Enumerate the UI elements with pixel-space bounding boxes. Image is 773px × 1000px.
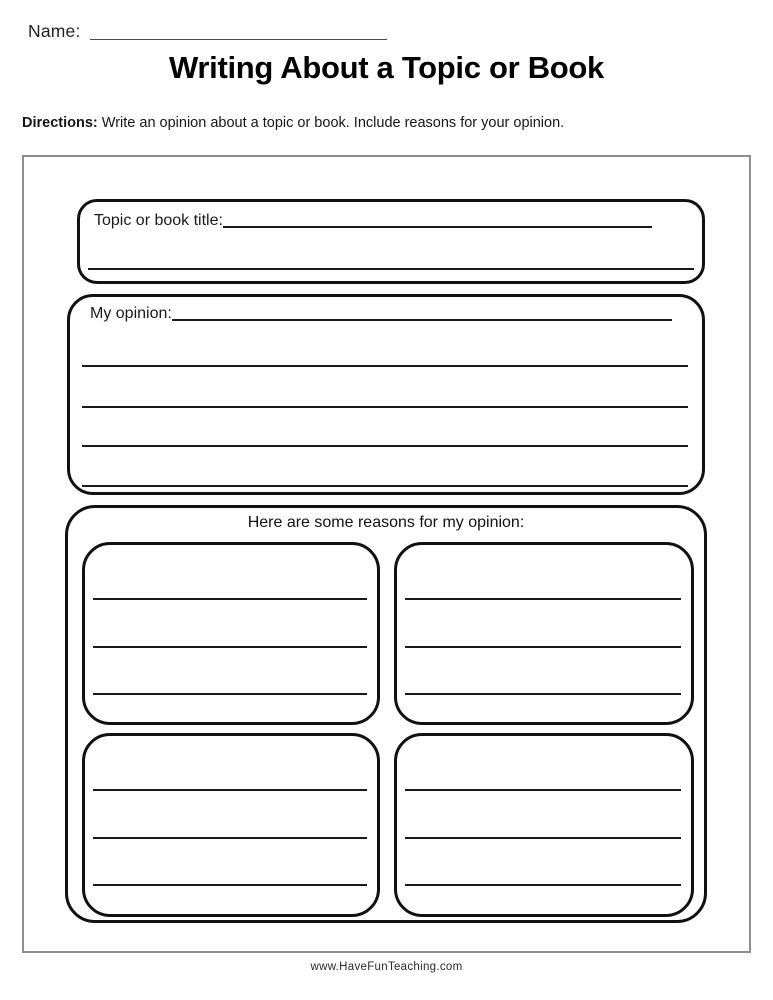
directions-label: Directions: — [22, 115, 98, 131]
topic-label: Topic or book title: — [94, 212, 223, 229]
page-title: Writing About a Topic or Book — [168, 50, 605, 85]
opinion-line-4[interactable] — [82, 445, 688, 447]
reasons-title: Here are some reasons for my opinion: — [247, 514, 525, 531]
opinion-line-3[interactable] — [82, 406, 688, 408]
worksheet-frame — [22, 155, 751, 953]
reason-4-line-1[interactable] — [405, 789, 681, 791]
reason-2-line-2[interactable] — [405, 646, 681, 648]
opinion-line-1[interactable] — [172, 319, 672, 321]
footer-url: www.HaveFunTeaching.com — [310, 961, 463, 973]
name-writing-line[interactable] — [90, 39, 387, 40]
reason-3-line-1[interactable] — [93, 789, 367, 791]
reason-4-line-3[interactable] — [405, 884, 681, 886]
directions-text — [22, 115, 752, 131]
reason-box-2 — [394, 542, 694, 725]
reason-1-line-1[interactable] — [93, 598, 367, 600]
reason-1-line-3[interactable] — [93, 693, 367, 695]
topic-section — [77, 199, 705, 284]
reasons-section — [65, 505, 707, 923]
opinion-label: My opinion: — [90, 305, 172, 322]
topic-title-line[interactable] — [223, 226, 652, 228]
topic-writing-line[interactable] — [88, 268, 694, 270]
reason-2-line-3[interactable] — [405, 693, 681, 695]
opinion-section — [67, 294, 705, 495]
reason-1-line-2[interactable] — [93, 646, 367, 648]
reason-box-1 — [82, 542, 380, 725]
opinion-line-2[interactable] — [82, 365, 688, 367]
reason-2-line-1[interactable] — [405, 598, 681, 600]
opinion-line-5[interactable] — [82, 485, 688, 487]
reason-4-line-2[interactable] — [405, 837, 681, 839]
reason-3-line-2[interactable] — [93, 837, 367, 839]
reason-box-3 — [82, 733, 380, 917]
directions-body: Write an opinion about a topic or book. Include reasons for your opinion. — [101, 115, 565, 131]
reason-box-4 — [394, 733, 694, 917]
name-label: Name: — [28, 21, 81, 41]
reason-3-line-3[interactable] — [93, 884, 367, 886]
